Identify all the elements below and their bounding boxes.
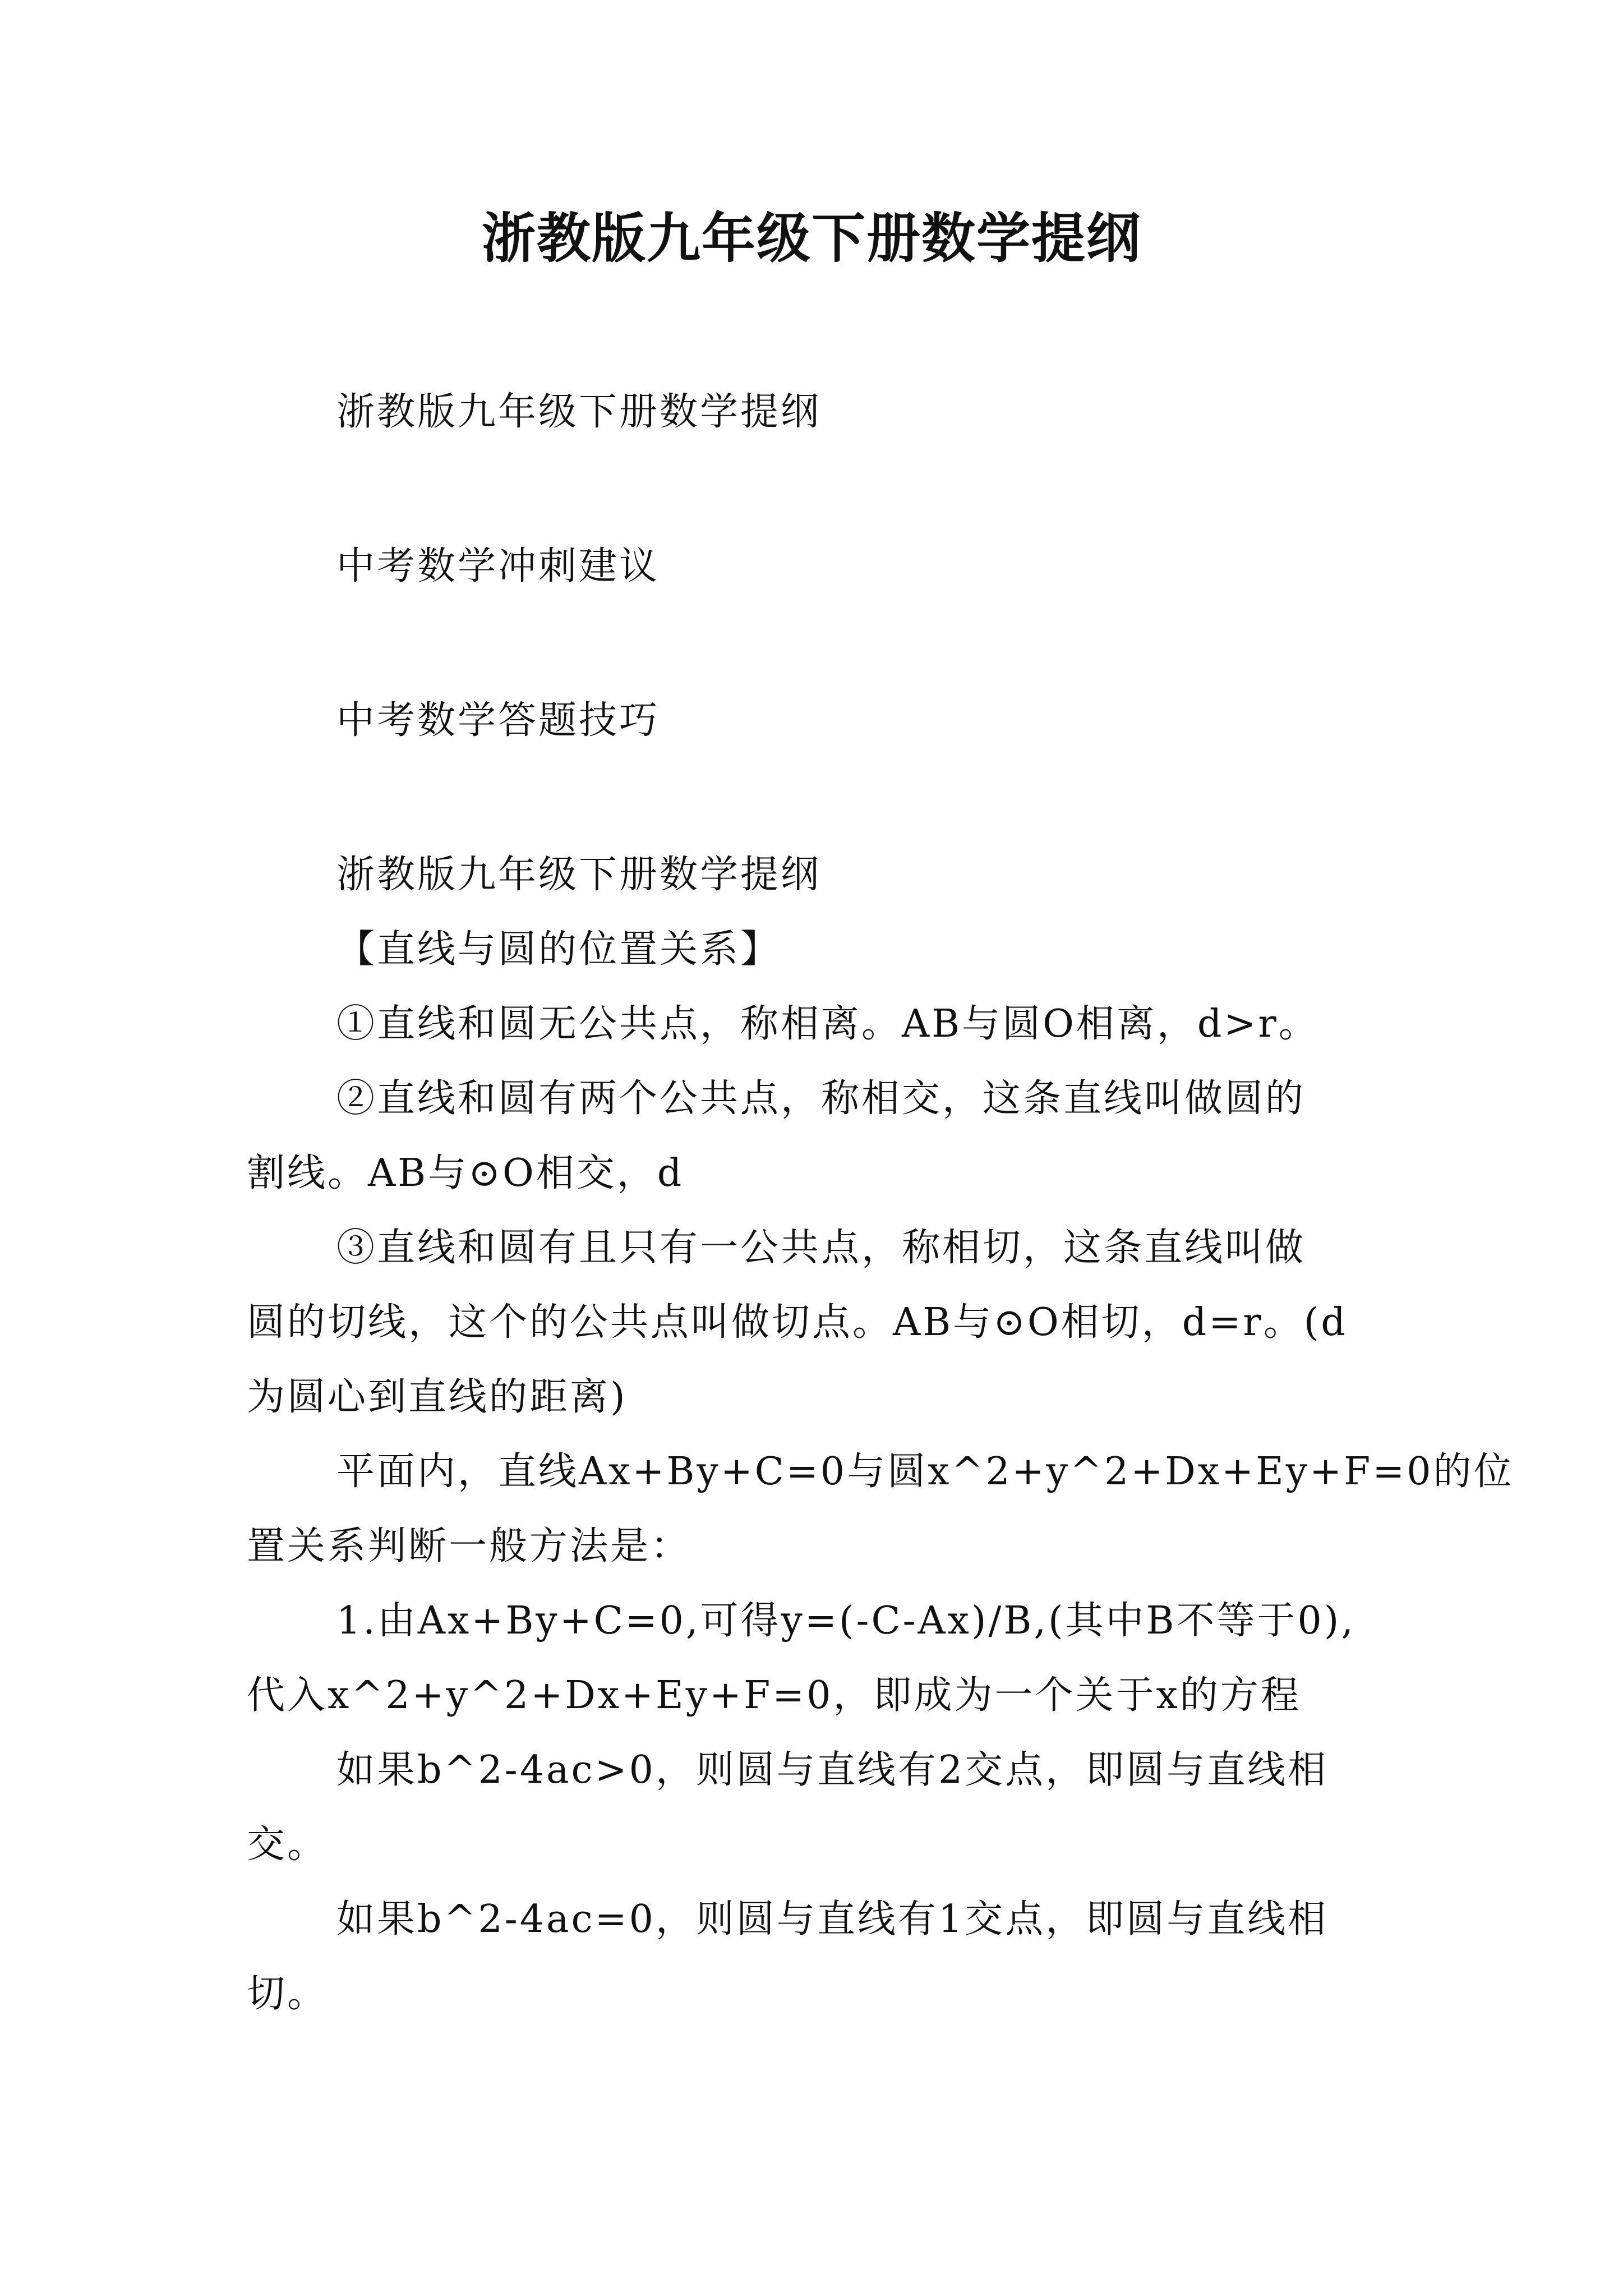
document-title: 浙教版九年级下册数学提纲 [482,207,1141,270]
intro-line-outline: 浙教版九年级下册数学提纲 [336,390,822,434]
intro-line-answer-tips: 中考数学答题技巧 [336,698,660,743]
paragraph-line: 1.由Ax+By+C=0,可得y=(-C-Ax)/B,(其中B不等于0), [336,1599,1355,1643]
paragraph-line: 置关系判断一般方法是： [247,1524,691,1568]
paragraph-line: ②直线和圆有两个公共点，称相交，这条直线叫做圆的 [336,1076,1306,1121]
paragraph-line: 如果b^2-4ac>0，则圆与直线有2交点，即圆与直线相 [336,1748,1329,1792]
paragraph-line: 交。 [247,1823,328,1867]
paragraph-line: 平面内，直线Ax+By+C=0与圆x^2+y^2+Dx+Ey+F=0的位 [336,1450,1514,1494]
paragraph-line: ③直线和圆有且只有一公共点，称相切，这条直线叫做 [336,1226,1306,1270]
paragraph-line: 如果b^2-4ac=0，则圆与直线有1交点，即圆与直线相 [336,1897,1329,1941]
subsection-heading: 【直线与圆的位置关系】 [336,927,781,972]
paragraph-line: 圆的切线，这个的公共点叫做切点。AB与⊙O相切，d=r。(d [247,1300,1348,1345]
paragraph-line: 切。 [247,1972,328,2016]
paragraph-line: 为圆心到直线的距离) [247,1375,628,1419]
section-heading: 浙教版九年级下册数学提纲 [336,853,822,897]
paragraph-line: ①直线和圆无公共点，称相离。AB与圆O相离，d>r。 [336,1002,1319,1046]
intro-line-sprint-advice: 中考数学冲刺建议 [336,544,660,588]
paragraph-line: 代入x^2+y^2+Dx+Ey+F=0，即成为一个关于x的方程 [247,1673,1301,1718]
paragraph-line: 割线。AB与⊙O相交，d [247,1151,684,1195]
